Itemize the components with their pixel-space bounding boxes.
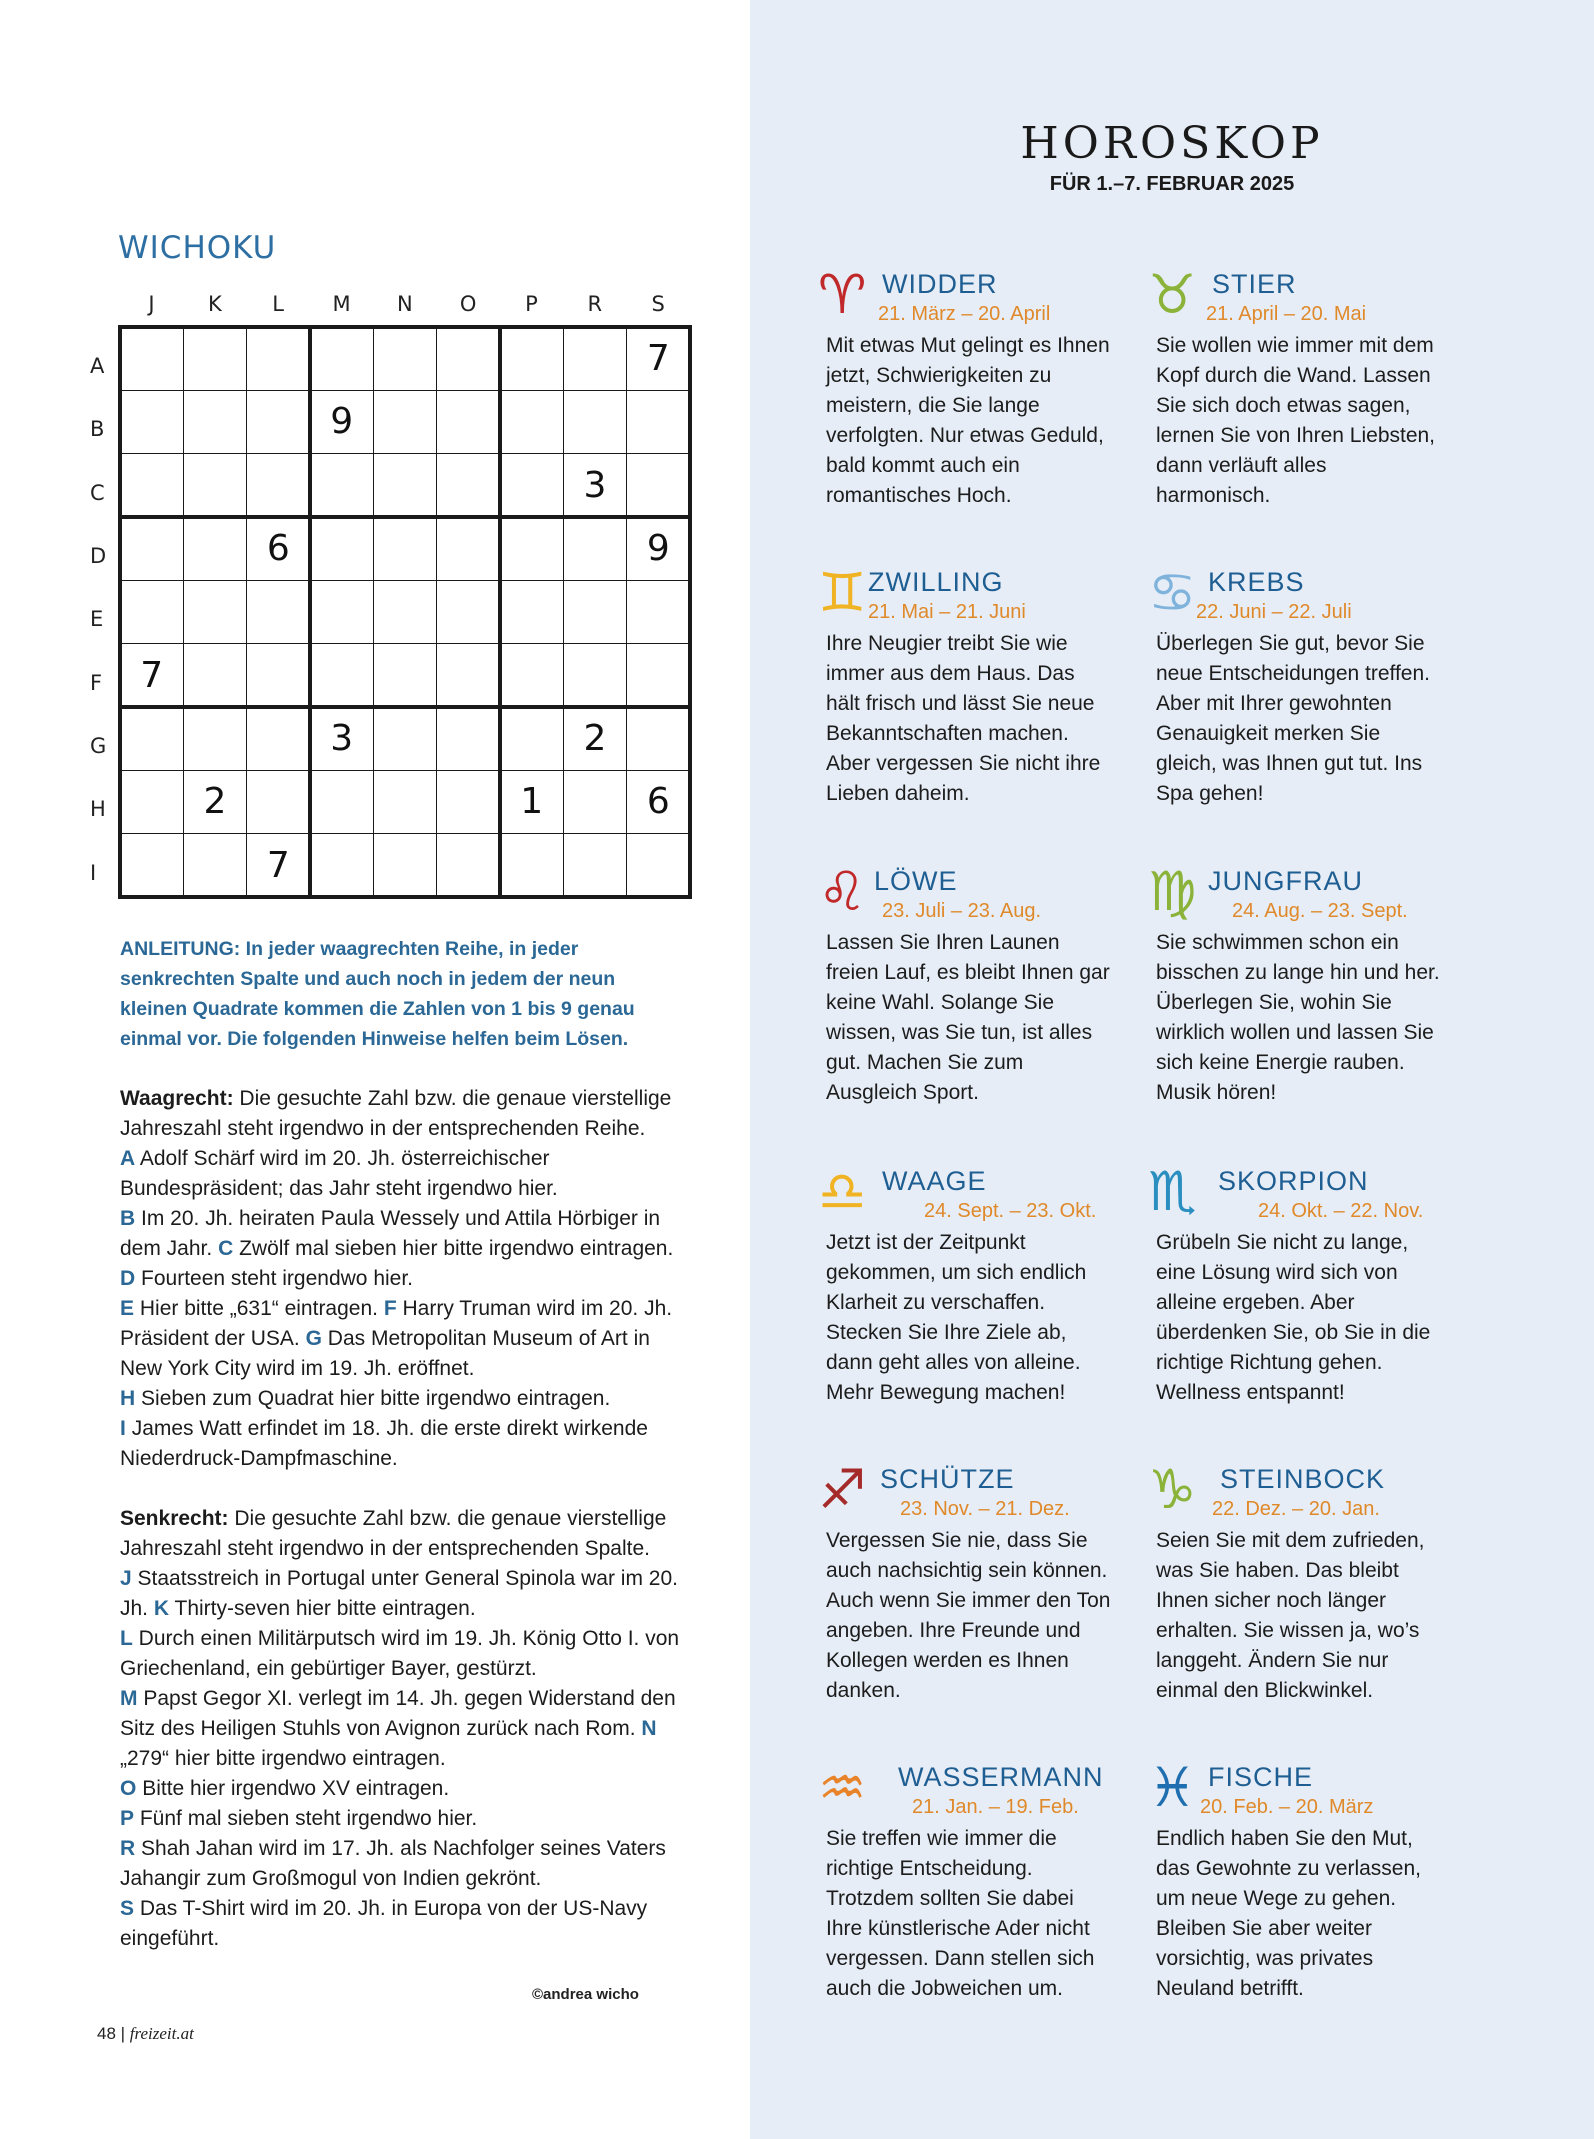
sign-text: Sie treffen wie immer die richtige Entscheidung. Trotzdem sollten Sie dabei Ihre künstlerische Ader nicht vergessen. Dann stellen sich auch die Jobweichen um.: [826, 1827, 1095, 2000]
sudoku-cell[interactable]: 7: [646, 338, 670, 379]
sudoku-cell[interactable]: [500, 454, 563, 517]
grid-line: [308, 325, 312, 899]
row-label-a: A: [90, 354, 105, 378]
sudoku-cell[interactable]: [183, 390, 246, 453]
grid-line: [436, 325, 438, 899]
grid-line: [183, 325, 185, 899]
column-label-n: N: [396, 292, 413, 316]
row-label-f: F: [90, 670, 103, 695]
column-label-p: P: [525, 292, 538, 316]
sudoku-cell[interactable]: [310, 834, 373, 897]
sign-date: 23. Juli – 23. Aug.: [882, 900, 1042, 922]
grid-line: [118, 390, 692, 392]
column-label-s: S: [651, 292, 665, 316]
page-number: 48: [97, 2024, 116, 2043]
sudoku-cell[interactable]: [437, 327, 500, 390]
sign-date: 22. Dez. – 20. Jan.: [1212, 1498, 1380, 1520]
grid-line: [118, 325, 692, 329]
sign-stier: [1148, 265, 1448, 545]
sign-schütze: [818, 1460, 1118, 1740]
leo-icon: ♌: [818, 860, 867, 923]
column-label-l: L: [272, 292, 284, 316]
grid-line: [118, 453, 692, 455]
sudoku-hints: [120, 1084, 680, 1954]
sudoku-cell[interactable]: [183, 517, 246, 580]
row-label-g: G: [90, 734, 107, 758]
sign-text: Lassen Sie Ihren Launen freien Lauf, es bleibt Ihnen gar keine Wahl. Solange Sie wissen, was Sie tun, ist alles gut. Machen Sie zum Ausgleich Sport.: [826, 931, 1110, 1104]
sudoku-cell[interactable]: [183, 834, 246, 897]
horoscope-subtitle: FÜR 1.–7. FEBRUAR 2025: [1049, 173, 1295, 195]
sign-name: ZWILLING: [868, 567, 1004, 597]
sudoku-cell[interactable]: [120, 327, 183, 390]
row-label-c: C: [90, 480, 105, 505]
sign-text: Sie schwimmen schon ein bisschen zu lange hin und her. Überlegen Sie, wohin Sie wirklich wollen und lassen Sie sich keine Energie rauben. Musik hören!: [1156, 931, 1440, 1104]
sign-date: 20. Feb. – 20. März: [1200, 1796, 1374, 1818]
sudoku-cell[interactable]: [373, 580, 436, 643]
column-label-j: J: [148, 292, 155, 316]
hints-waagrecht: Waagrecht: Die gesuchte Zahl bzw. die genaue vierstellige Jahreszahl steht irgendwo in der entsprechenden Reihe. A Adolf Schärf wird im 20. Jh. österreichischer Bundespräsident; das Jahr steht irgendwo hier. B Im 20. Jh. heiraten Paula Wessely und Attila Hörbiger in dem Jahr. C Zwölf mal sieben hier bitte irgendwo eintragen. D Fourteen steht irgendwo hier. E Hier bitte „631“ eintragen. F Harry Truman wird im 20. Jh. Präsident der USA. G Das Metropolitan Museum of Art in New York City wird im 19. Jh. eröffnet. H Sieben zum Quadrat hier bitte irgendwo eintragen. I James Watt erfindet im 18. Jh. die erste direkt wirkende Niederdruck-Dampfmaschine.: [120, 1087, 674, 1470]
virgo-icon: ♍: [1148, 860, 1197, 923]
sudoku-cell[interactable]: [437, 834, 500, 897]
sudoku-cell[interactable]: [120, 390, 183, 453]
sudoku-cell[interactable]: [183, 580, 246, 643]
sudoku-cell[interactable]: 1: [520, 781, 544, 823]
footer-site: freizeit.at: [129, 2024, 194, 2043]
sudoku-cell[interactable]: [500, 580, 563, 643]
sign-jungfrau: [1148, 862, 1448, 1142]
sign-text: Seien Sie mit dem zufrieden, was Sie haben. Das bleibt Ihnen sicher noch länger erhalten. Sie wissen ja, wo’s langgeht. Ändern Sie nur einmal den Blickwinkel.: [1156, 1529, 1425, 1702]
aquarius-icon: ♒: [818, 1756, 867, 1819]
sign-name: WASSERMANN: [898, 1762, 1104, 1792]
sudoku-cell[interactable]: [373, 770, 436, 833]
sudoku-cell[interactable]: [500, 327, 563, 390]
sudoku-cell[interactable]: [247, 454, 310, 517]
sign-text: Vergessen Sie nie, dass Sie auch nachsichtig sein können. Auch wenn Sie immer den Ton angeben. Ihre Freunde und Kollegen werden es Ihnen danken.: [826, 1529, 1111, 1702]
horoscope-title: HOROSKOP: [1020, 118, 1324, 169]
sign-text: Überlegen Sie gut, bevor Sie neue Entscheidungen treffen. Aber mit Ihrer gewohnten Genauigkeit merken Sie gleich, was Ihnen gut tut. Ins Spa gehen!: [1156, 632, 1430, 805]
sudoku-cell[interactable]: [563, 770, 626, 833]
sudoku-cell[interactable]: [437, 390, 500, 453]
grid-line: [118, 770, 692, 772]
sign-name: WIDDER: [882, 269, 998, 299]
sudoku-cell[interactable]: 7: [266, 844, 290, 886]
sign-date: 21. Jan. – 19. Feb.: [912, 1796, 1079, 1818]
capricorn-icon: ♑: [1148, 1458, 1197, 1521]
sudoku-cell[interactable]: [627, 834, 690, 897]
sudoku-cell[interactable]: [373, 834, 436, 897]
row-label-d: D: [90, 544, 107, 568]
sudoku-cell[interactable]: [437, 454, 500, 517]
sign-name: LÖWE: [874, 866, 958, 896]
sign-name: JUNGFRAU: [1208, 866, 1363, 896]
sudoku-cell[interactable]: [120, 580, 183, 643]
column-label-k: K: [207, 292, 222, 316]
grid-line: [373, 325, 375, 899]
sudoku-cell[interactable]: [437, 517, 500, 580]
sign-widder: [818, 265, 1118, 545]
grid-line: [688, 325, 692, 899]
sudoku-cell[interactable]: 3: [583, 464, 607, 506]
grid-line: [118, 833, 692, 835]
grid-line: [118, 705, 692, 709]
sudoku-cell[interactable]: [627, 454, 690, 517]
page-footer: 48 | freizeit.at: [97, 2024, 194, 2043]
sudoku-cell[interactable]: [120, 517, 183, 580]
sudoku-cell[interactable]: 7: [140, 654, 164, 696]
sudoku-cell[interactable]: [437, 770, 500, 833]
sudoku-cell[interactable]: [373, 517, 436, 580]
scorpio-icon: ♏: [1148, 1160, 1197, 1223]
grid-line: [118, 515, 692, 519]
row-label-i: I: [90, 860, 97, 885]
sudoku-cell[interactable]: [627, 390, 690, 453]
sudoku-cell[interactable]: [627, 580, 690, 643]
sudoku-cell[interactable]: [310, 327, 373, 390]
sign-waage: [818, 1162, 1118, 1442]
taurus-icon: ♉: [1148, 263, 1197, 326]
sudoku-cell[interactable]: [247, 644, 310, 707]
grid-line: [626, 325, 628, 899]
sign-text: Grübeln Sie nicht zu lange, eine Lösung wird sich von alleine ergeben. Aber überdenken Sie, ob Sie in die richtige Richtung gehen. Wellness entspannt!: [1156, 1231, 1431, 1404]
puzzle-credit: ©andrea wicho: [532, 1986, 639, 2003]
sudoku-cell[interactable]: [373, 454, 436, 517]
sign-name: KREBS: [1208, 567, 1305, 597]
sudoku-cell[interactable]: [120, 707, 183, 770]
sudoku-cell[interactable]: [247, 770, 310, 833]
sagittarius-icon: ♐: [818, 1458, 867, 1521]
sudoku-column-labels: [120, 292, 690, 322]
sudoku-cell[interactable]: [120, 770, 183, 833]
sudoku-cell[interactable]: [500, 644, 563, 707]
column-label-m: M: [332, 292, 351, 316]
sign-text: Endlich haben Sie den Mut, das Gewohnte zu verlassen, um neue Wege zu gehen. Bleiben Sie aber weiter vorsichtig, was privates Neuland betrifft.: [1156, 1827, 1421, 2000]
sudoku-cell[interactable]: 3: [330, 718, 354, 759]
sign-steinbock: [1148, 1460, 1448, 1740]
grid-line: [118, 895, 692, 899]
sudoku-cell[interactable]: [310, 770, 373, 833]
grid-line: [118, 643, 692, 645]
gemini-icon: ♊: [818, 561, 867, 624]
sudoku-cell[interactable]: 9: [646, 528, 670, 569]
sudoku-cell[interactable]: [627, 644, 690, 707]
sign-name: SCHÜTZE: [880, 1464, 1015, 1494]
column-label-o: O: [459, 292, 477, 316]
sudoku-cell[interactable]: 9: [330, 401, 354, 443]
sign-date: 22. Juni – 22. Juli: [1196, 601, 1352, 623]
sign-date: 24. Sept. – 23. Okt.: [924, 1200, 1097, 1222]
sign-date: 24. Aug. – 23. Sept.: [1232, 900, 1408, 922]
sudoku-cell[interactable]: [310, 517, 373, 580]
grid-line: [246, 325, 248, 899]
sudoku-cell[interactable]: 6: [266, 528, 290, 569]
libra-icon: ♎: [818, 1160, 867, 1223]
sign-name: STEINBOCK: [1220, 1464, 1386, 1494]
sudoku-instruction: ANLEITUNG: In jeder waagrechten Reihe, in jeder senkrechten Spalte und auch noch in jedem der neun kleinen Quadrate kommen die Zahlen von 1 bis 9 genau einmal vor. Die folgenden Hinweise helfen beim Lösen.: [120, 938, 635, 1050]
sudoku-cell[interactable]: [310, 644, 373, 707]
row-label-h: H: [90, 797, 106, 822]
sign-date: 23. Nov. – 21. Dez.: [900, 1498, 1070, 1520]
hints-senkrecht: Senkrecht: Die gesuchte Zahl bzw. die genaue vierstellige Jahreszahl steht irgendwo in der entsprechenden Spalte. J Staatsstreich in Portugal unter General Spinola war im 20. Jh. K Thirty-seven hier bitte eintragen. L Durch einen Militärputsch wird im 19. Jh. König Otto I. von Griechenland, ein gebürtiger Bayer, gestürzt. M Papst Gegor XI. verlegt im 14. Jh. gegen Widerstand den Sitz des Heiligen Stuhls von Avignon zurück nach Rom. N „279“ hier bitte irgendwo eintragen. O Bitte hier irgendwo XV eintragen. P Fünf mal sieben steht irgendwo hier. R Shah Jahan wird im 17. Jh. als Nachfolger seines Vaters Jahangir zum Großmogul von Indien gekrönt. S Das T-Shirt wird im 20. Jh. in Europa von der US-Navy eingeführt.: [120, 1507, 680, 1950]
sudoku-cell[interactable]: [563, 644, 626, 707]
sudoku-cell[interactable]: [627, 707, 690, 770]
sign-date: 21. April – 20. Mai: [1206, 303, 1367, 325]
grid-line: [498, 325, 502, 899]
sign-date: 24. Okt. – 22. Nov.: [1258, 1200, 1424, 1222]
sudoku-cell[interactable]: [373, 327, 436, 390]
sudoku-cell[interactable]: [373, 390, 436, 453]
sign-löwe: [818, 862, 1118, 1142]
sign-text: Mit etwas Mut gelingt es Ihnen jetzt, Schwierigkeiten zu meistern, die Sie lange verfolgten. Nur etwas Geduld, bald kommt auch ein romantisches Hoch.: [826, 334, 1110, 507]
sudoku-cell[interactable]: [183, 454, 246, 517]
sign-text: Jetzt ist der Zeitpunkt gekommen, um sich endlich Klarheit zu verschaffen. Stecken Sie Ihre Ziele ab, dann geht alles von alleine. Mehr Bewegung machen!: [826, 1231, 1087, 1404]
grid-line: [563, 325, 565, 899]
sudoku-cell[interactable]: [563, 580, 626, 643]
sign-text: Sie wollen wie immer mit dem Kopf durch die Wand. Lassen Sie sich doch etwas sagen, lernen Sie von Ihren Liebsten, dann verläuft alles harmonisch.: [1156, 334, 1436, 507]
sudoku-cell[interactable]: [183, 644, 246, 707]
sign-wassermann: [818, 1758, 1118, 2038]
sign-krebs: [1148, 563, 1448, 843]
sudoku-cell[interactable]: [437, 644, 500, 707]
sign-zwilling: [818, 563, 1118, 843]
sign-name: WAAGE: [882, 1166, 987, 1196]
sudoku-cell[interactable]: [183, 327, 246, 390]
sudoku-cell[interactable]: [563, 517, 626, 580]
sudoku-cell[interactable]: [310, 454, 373, 517]
sudoku-cell[interactable]: [500, 834, 563, 897]
sudoku-cell[interactable]: [247, 707, 310, 770]
sudoku-cell[interactable]: [500, 707, 563, 770]
sign-fische: [1148, 1758, 1448, 2038]
sudoku-cell[interactable]: [247, 327, 310, 390]
sudoku-cell[interactable]: 6: [646, 781, 670, 823]
sign-text: Ihre Neugier treibt Sie wie immer aus dem Haus. Das hält frisch und lässt Sie neue Bekanntschaften machen. Aber vergessen Sie nicht ihre Lieben daheim.: [826, 632, 1101, 805]
sudoku-title: WICHOKU: [118, 230, 277, 266]
sudoku-cell[interactable]: [373, 644, 436, 707]
sudoku-cell[interactable]: [437, 580, 500, 643]
aries-icon: ♈: [818, 263, 867, 326]
sudoku-cell[interactable]: [500, 517, 563, 580]
sign-date: 21. Mai – 21. Juni: [868, 601, 1026, 623]
row-label-e: E: [90, 607, 104, 632]
sign-name: STIER: [1212, 269, 1297, 299]
sudoku-cell[interactable]: [120, 454, 183, 517]
sign-name: FISCHE: [1208, 1762, 1314, 1792]
row-label-b: B: [90, 417, 105, 442]
sign-skorpion: [1148, 1162, 1448, 1442]
sudoku-cell[interactable]: [563, 390, 626, 453]
sudoku-cell[interactable]: [247, 390, 310, 453]
grid-line: [118, 325, 122, 899]
sudoku-cell[interactable]: [247, 580, 310, 643]
sudoku-cell[interactable]: [120, 834, 183, 897]
sudoku-cell[interactable]: [563, 834, 626, 897]
sudoku-cell[interactable]: 2: [203, 781, 227, 823]
sudoku-cell[interactable]: [500, 390, 563, 453]
column-label-r: R: [587, 292, 603, 316]
sudoku-cell[interactable]: [373, 707, 436, 770]
sudoku-cell[interactable]: [563, 327, 626, 390]
sign-date: 21. März – 20. April: [878, 303, 1051, 325]
sudoku-cell[interactable]: [437, 707, 500, 770]
sudoku-cell[interactable]: [183, 707, 246, 770]
grid-line: [118, 580, 692, 582]
cancer-icon: ♋: [1148, 561, 1197, 624]
pisces-icon: ♓: [1148, 1756, 1197, 1819]
sudoku-cell[interactable]: [310, 580, 373, 643]
sign-name: SKORPION: [1218, 1166, 1369, 1196]
sudoku-grid: [120, 327, 690, 897]
sudoku-row-labels: [90, 327, 120, 897]
sudoku-cell[interactable]: 2: [583, 718, 607, 759]
